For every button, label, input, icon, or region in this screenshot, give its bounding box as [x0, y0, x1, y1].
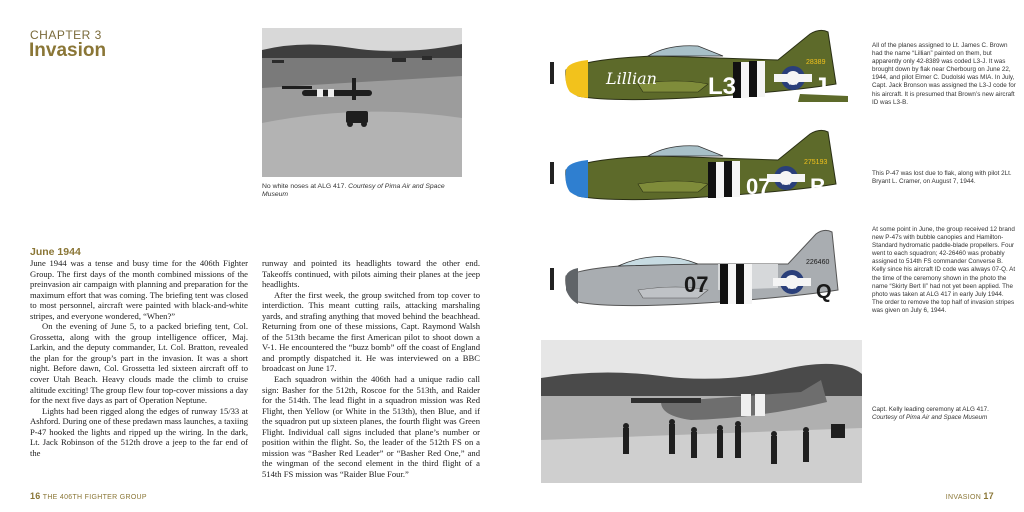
paragraph: Each squadron within the 406th had a unique radio call sign: Basher for the 512th, Roscoe for the 513th, and Raider for the 514th. The lead flight in a squadron mission was Red Flight, then Yellow (or White in the 513th), then Blue, and if the squadron put up sixteen planes, the fourth flight was Green Flight. Individual call signs included that plane’s number or position within the flight. So, the leader of the 512th FS on a mission was “Basher Red Leader” or “Basher Red One,” and the wingman of the second element in the third flight of a 514th FS mission was “Raider Blue Four.” — [262, 374, 480, 479]
ceremony-photo — [541, 340, 862, 483]
plane-code-right: Q — [816, 281, 832, 303]
photo-caption-text: No white noses at ALG 417. — [262, 183, 347, 190]
plane-code-left: 07 — [746, 174, 771, 199]
running-head-left: THE 406TH FIGHTER GROUP — [42, 494, 147, 501]
chapter-label: CHAPTER 3 — [30, 28, 102, 42]
airfield-photo — [262, 28, 462, 177]
running-head-right: INVASION — [945, 494, 982, 501]
plane-3-note: At some point in June, the group received 12 brand new P-47s with bubble canopies and Hamilton-Standard hydromatic paddle-blade propellers. Four went to each squadron; 42-26460 was probably assigned to 514th FS commander Converse B. Kelly since his aircraft ID code was always 07-Q. At the time of the ceremony shown in the photo the name “Skirty Bert II” had not yet been applied. The photo was taken at ALG 417 in early July 1944. The order to remove the top half of invasion stripes was given on July 6, 1944. — [872, 226, 1016, 314]
plane-name-text: Lillian — [606, 69, 657, 88]
paragraph: June 1944 was a tense and busy time for the 406th Fighter Group. The first days of the month combined missions of the preinvasion air campaign with planning and preparation for the maximum effort that was coming. The briefing tent was closed to most personnel, aircraft were painted with black-and-white stripes, and everyone wondered, “When?” — [30, 258, 248, 321]
folio-right — [946, 491, 994, 501]
section-heading: June 1944 — [30, 246, 81, 258]
p47-profile-lillian — [548, 26, 866, 118]
photo-2-caption — [872, 406, 1016, 422]
p47-profile-07b — [548, 128, 866, 218]
body-column-2 — [262, 258, 480, 479]
photo-2-caption-text: Capt. Kelly leading ceremony at ALG 417. — [872, 406, 989, 413]
plane-code-left: 07 — [684, 272, 709, 297]
plane-1-note: All of the planes assigned to Lt. James C. Brown had the name “Lillian” painted on them, but apparently only 42-8389 was coded L3-J. It was brought down by flak near Cherbourg on June 22, 1944, and pilot Elmer C. Dudolski was MIA. In July, Capt. Jack Bronson was assigned the L3-J code for his aircraft. It is presumed that Brown’s new aircraft ID was L3-B. — [872, 42, 1016, 106]
page-number-left: 16 — [30, 491, 41, 501]
plane-code-left: L3 — [708, 73, 737, 100]
folio-left — [30, 491, 147, 501]
plane-serial: 226460 — [806, 259, 830, 266]
paragraph: runway and pointed its headlights toward the other end. Takeoffs continued, with pilots aiming their planes at the jeep headlights. — [262, 258, 480, 290]
plane-code-right: B — [810, 174, 826, 199]
paragraph: On the evening of June 5, to a packed briefing tent, Col. Grossetta, along with the group intelligence officer, Maj. Larkin, and the deputy commander, Lt. Col. Bratton, revealed the plan for the group’s part in the invasion. It was a short night. Before dawn, Col. Grossetta led sixteen aircraft off to cover Utah Beach. Heavy clouds made the climb to cruise altitude exciting! The group flew four top-cover missions a day for the next five days as part of Operation Neptune. — [30, 321, 248, 406]
page-number-right: 17 — [983, 491, 994, 501]
plane-2-note: This P-47 was lost due to flak, along with pilot 2Lt. Bryant L. Cramer, on August 7, 1944. — [872, 170, 1012, 186]
plane-code-right: J — [814, 73, 828, 100]
photo-caption — [262, 183, 472, 200]
paragraph: After the first week, the group switched from top cover to interdiction. This meant cutting rails, attacking marshaling yards, and strafing anything that moved behind the beachhead. Returning from one of these missions, Capt. Raymond Walsh of the 513th became the first American pilot to shoot down a V-1. He encountered the “buzz bomb” off the coast of England and promptly dispatched it. He was interviewed on a BBC broadcast on June 17. — [262, 289, 480, 374]
photo-2-credit: Courtesy of Pima Air and Space Museum — [872, 414, 988, 422]
photo-credit: Courtesy of Pima Air and Space Museum — [262, 183, 445, 199]
plane-serial: 28389 — [806, 59, 826, 66]
paragraph: Lights had been rigged along the edges of runway 15/33 at Ashford. During one of these predawn mass launches, a taxiing P-47 hooked the lights and ripped up the wiring. In the dark, Lt. Jack Robinson of the 512th drove a jeep to the far end of the — [30, 405, 248, 458]
page-title: Invasion — [29, 40, 107, 61]
p47-profile-07q — [548, 228, 866, 320]
plane-serial: 275193 — [804, 159, 828, 166]
body-column-1 — [30, 258, 248, 458]
